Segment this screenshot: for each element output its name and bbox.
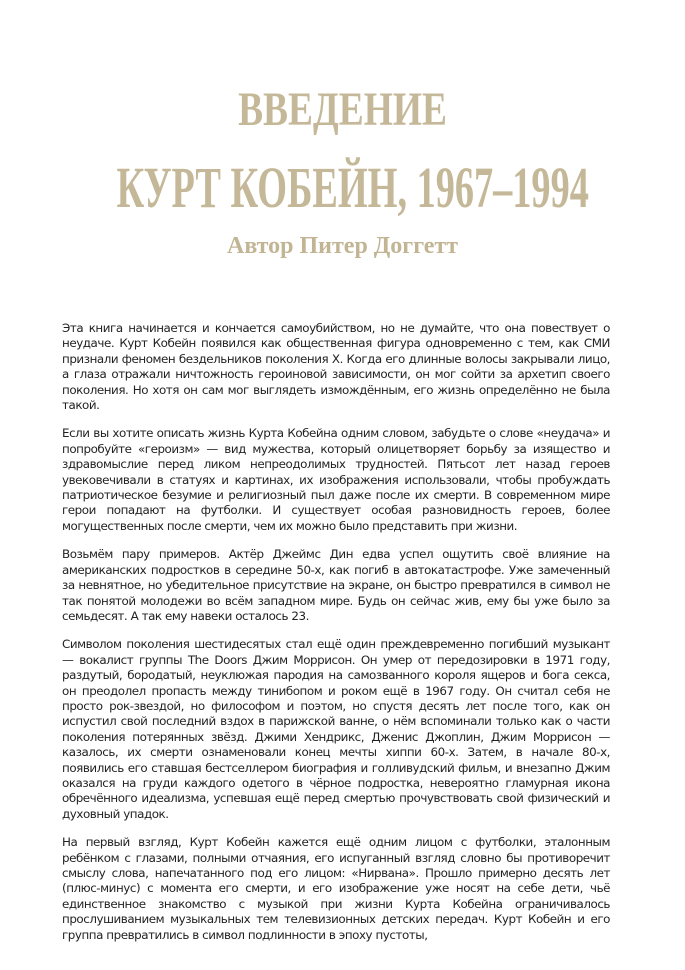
paragraph-4: Символом поколения шестидесятых стал ещё один преждевременно погибший музыкант — вокалист группы The Doors Джим Моррисон. Он умер от передозировки в 1971 году, раздутый, бородатый, неуклюжая пародия на самозванного короля ящеров и бога секса, он преодолел пропасть между тинибопом и роком ещё в 1967 году. Он считал себя не просто рок-звездой, но философом и поэтом, но спустя десять лет после того, как он испустил свой последний вздох в парижской ванне, о нём вспоминали только как о части поколения потерянных звёзд. Джими Хендрикс, Дженис Джоплин, Джим Моррисон — казалось, их смерти ознаменовали конец мечты хиппи 60-х. Затем, в начале 80-х, появились его ставшая бестселлером биография и голливудский фильм, и внезапно Джим оказался на груди каждого одетого в чёрное подростка, невероятно гламурная икона обречённого идеализма, успевшая ещё перед смертью прочувствовать свой физический и духовный упадок. [62, 637, 610, 821]
chapter-heading [0, 83, 685, 260]
paragraph-5: На первый взгляд, Курт Кобейн кажется ещё одним лицом с футболки, эталонным ребёнком с глазами, полными отчаяния, его испуганный взгляд словно бы противоречит смыслу слова, напечатанного под его лицом: «Нирвана». Прошло примерно десять лет (плюс-минус) с момента его смерти, и его изображение уже носят на себе дети, чьё единственное знакомство с музыкой при жизни Курта Кобейна ограничивалось прослушиванием музыкальных тем телевизионных детских передач. Курт Кобейн и его группа превратились в символ подлинности в эпоху пустоты, [62, 835, 610, 942]
paragraph-1: Эта книга начинается и кончается самоубийством, но не думайте, что она повествует о неудаче. Курт Кобейн появился как общественная фигура одновременно с тем, как СМИ признали феномен бездельников поколения X. Когда его длинные волосы закрывали лицо, а глаза отражали ничтожность героиновой зависимости, он мог сойти за архетип своего поколения. Но хотя он сам мог выглядеть измождённым, его жизнь определённо не была такой. [62, 321, 610, 413]
chapter-title: ВВЕДЕНИЕ [238, 83, 447, 136]
paragraph-2: Если вы хотите описать жизнь Курта Кобейна одним словом, забудьте о слове «неудача» и попробуйте «героизм» — вид мужества, который олицетворяет борьбу за изящество и здравомыслие перед ликом непреодолимых трудностей. Пятьсот лет назад героев увековечивали в статуях и картинах, их изображения использовали, чтобы пробуждать патриотическое безумие и религиозный пыл даже после их смерти. В современном мире герои попадают на футболки. И существует особая разновидность героев, более могущественных после смерти, чем их можно было представить при жизни. [62, 426, 610, 533]
chapter-subtitle: КУРТ КОБЕЙН, 1967–1994 [116, 155, 589, 220]
body-text [62, 321, 610, 956]
author-line: Автор Питер Доггетт [226, 233, 459, 259]
paragraph-3: Возьмём пару примеров. Актёр Джеймс Дин едва успел ощутить своё влияние на американских подростков в середине 50-х, как погиб в автокатастрофе. Уже замеченный за невнятное, но убедительное присутствие на экране, он быстро превратился в символ не так понятой молодежи во всём западном мире. Будь он сейчас жив, ему бы уже было за семьдесят. А так ему навеки осталось 23. [62, 547, 610, 623]
